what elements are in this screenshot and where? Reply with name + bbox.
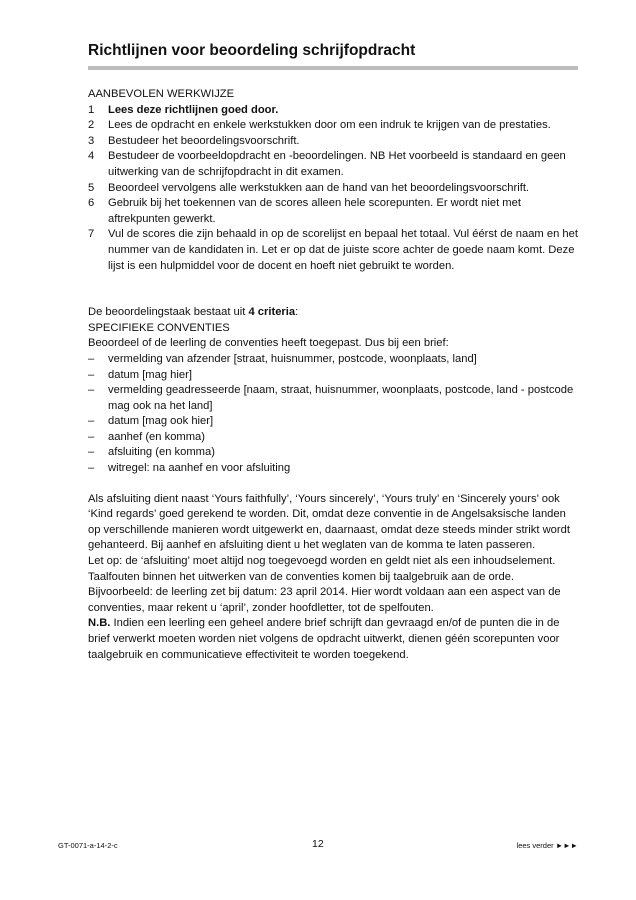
step-item xyxy=(88,134,578,150)
step-number: 6 xyxy=(88,197,95,210)
section-heading-conventies: SPECIFIEKE CONVENTIES xyxy=(88,321,230,334)
step-item xyxy=(88,103,578,119)
criteria-intro: De beoordelingstaak bestaat uit 4 criteria: xyxy=(88,306,299,319)
dash-bullet: – xyxy=(88,384,95,397)
step-item xyxy=(88,227,578,274)
list-item: – datum [mag hier] xyxy=(88,368,578,384)
step-text: Lees de opdracht en enkele werkstukken door om een indruk te krijgen van de prestaties. xyxy=(108,119,551,132)
afsluiting-paragraph: Als afsluiting dient naast ‘Yours faithfully’, ‘Yours sincerely’, ‘Yours truly’ en ‘Sincerely yours’ ook ‘Kind regards’ goed gerekend te worden. Dit, omdat deze conventie in de Angelsaksische landen op verschillende manieren wordt uitgewerkt en, daarnaast, omdat deze steeds minder strikt wordt gehanteerd. Bij aanhef en afsluiting dient u het weglaten van de komma te laten passeren. xyxy=(88,492,570,552)
let-op-paragraph: Let op: de ‘afsluiting’ moet altijd nog toegevoegd worden en geldt niet als een inhoudselement. xyxy=(88,555,556,568)
step-text: Bestudeer de voorbeeldopdracht en -beoordelingen. NB Het voorbeeld is standaard en geen uitwerking van de schrijfopdracht in dit examen. xyxy=(108,150,566,178)
dash-bullet: – xyxy=(88,430,95,443)
section-heading-werkwijze: AANBEVOLEN WERKWIJZE xyxy=(88,88,235,100)
step-item xyxy=(88,118,578,134)
list-item: – vermelding van afzender [straat, huisnummer, postcode, woonplaats, land] xyxy=(88,352,578,368)
step-text: Gebruik bij het toekennen van de scores alleen hele scorepunten. Er wordt niet met aftrekpunten gewerkt. xyxy=(108,197,521,225)
step-item xyxy=(88,149,578,180)
page-number: 12 xyxy=(312,838,324,850)
step-number: 3 xyxy=(88,134,95,147)
step-text: Bestudeer het beoordelingsvoorschrift. xyxy=(108,134,300,147)
dash-bullet: – xyxy=(88,352,95,365)
dash-bullet: – xyxy=(88,462,95,475)
header-rule xyxy=(88,66,578,70)
step-number: 5 xyxy=(88,181,95,194)
list-item: – witregel: na aanhef en voor afsluiting xyxy=(88,461,578,477)
document-code: GT-0071-a-14-2-c xyxy=(58,841,118,850)
continue-indicator: lees verder ►►► xyxy=(516,841,578,850)
page-title: Richtlijnen voor beoordeling schrijfopdracht xyxy=(88,42,416,59)
main-content xyxy=(88,87,578,663)
dash-bullet: – xyxy=(88,415,95,428)
step-item xyxy=(88,196,578,227)
steps-list xyxy=(88,103,578,275)
conventies-list xyxy=(88,352,578,477)
list-item: – afsluiting (en komma) xyxy=(88,445,578,461)
step-number: 4 xyxy=(88,150,95,163)
step-number: 7 xyxy=(88,228,95,241)
list-item: – vermelding geadresseerde [naam, straat, huisnummer, woonplaats, postcode, land - postcode mag ook na het land] xyxy=(88,383,578,414)
dash-bullet: – xyxy=(88,446,95,459)
conventies-lead: Beoordeel of de leerling de conventies heeft toegepast. Dus bij een brief: xyxy=(88,337,449,350)
step-number: 1 xyxy=(88,103,95,116)
nb-paragraph: N.B. Indien een leerling een geheel andere brief schrijft dan gevraagd en/of de punten die in de brief verwerkt moeten worden niet volgens de opdracht uitwerkt, dienen géén scorepunten voor taalgebruik en communicatieve effectiviteit te worden toegekend. xyxy=(88,617,560,661)
taalfouten-paragraph: Taalfouten binnen het uitwerken van de conventies komen bij taalgebruik aan de orde. Bijvoorbeeld: de leerling zet bij datum: 23 april 2014. Hier wordt voldaan aan een aspect van de conventies, maar rekent u ‘april’, zonder hoofdletter, tot de spelfouten. xyxy=(88,570,561,614)
step-item xyxy=(88,181,578,197)
step-text: Vul de scores die zijn behaald in op de scorelijst en bepaal het totaal. Vul éérst de naam en het nummer van de kandidaten in. Let er op dat de juiste score achter de goede naam komt. Deze lijst is een hulpmiddel voor de docent en hoeft niet gebruikt te worden. xyxy=(108,228,578,272)
dash-bullet: – xyxy=(88,368,95,381)
step-number: 2 xyxy=(88,119,95,132)
list-item: – aanhef (en komma) xyxy=(88,430,578,446)
step-text: Lees deze richtlijnen goed door. xyxy=(108,103,279,116)
list-item: – datum [mag ook hier] xyxy=(88,414,578,430)
step-text: Beoordeel vervolgens alle werkstukken aan de hand van het beoordelingsvoorschrift. xyxy=(108,181,530,194)
